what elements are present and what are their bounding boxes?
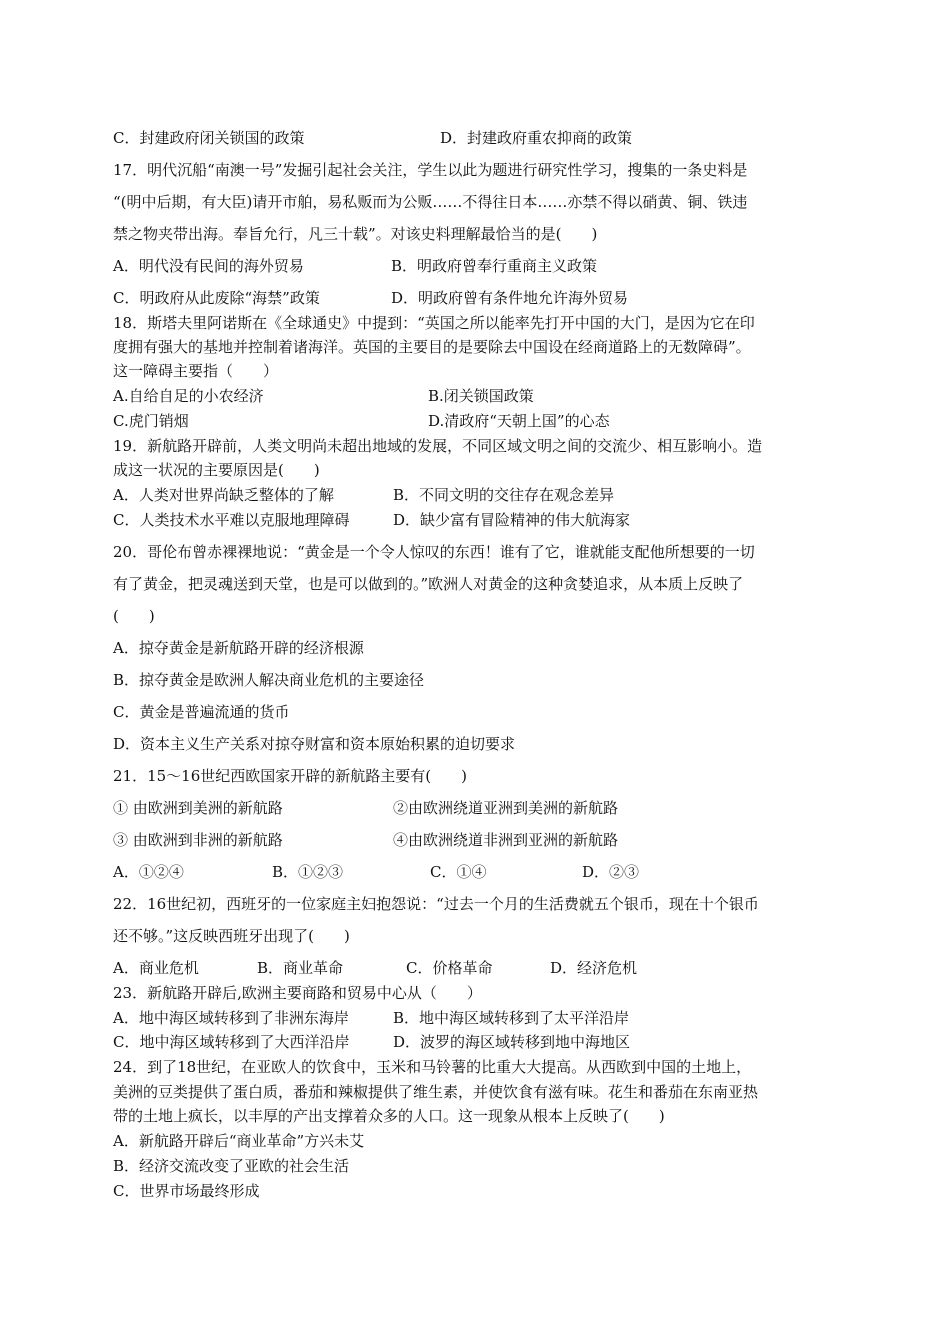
q19-option-b: B．不同文明的交往存在观念差异 [393,486,615,504]
q18-option-c: C.虎门销烟 [113,412,189,430]
q21-option-d: D．②③ [582,863,640,881]
q20-option-c: C．黄金是普遍流通的货币 [113,703,290,721]
q20-option-a: A．掠夺黄金是新航路开辟的经济根源 [113,639,364,657]
q21-item-1: ① 由欧洲到美洲的新航路 [113,799,283,817]
q22-option-b: B．商业革命 [257,959,344,977]
q18-stem-line-3: 这一障碍主要指（ ） [113,362,279,380]
q22-option-d: D．经济危机 [550,959,638,977]
q19-stem-line-1: 19．新航路开辟前，人类文明尚未超出地域的发展，不同区域文明之间的交流少、相互影响小。造 [113,437,763,455]
q23-option-d: D．波罗的海区域转移到地中海地区 [393,1033,631,1051]
q20-stem-line-2: 有了黄金，把灵魂送到天堂，也是可以做到的。”欧洲人对黄金的这种贪婪追求，从本质上反映了 [113,575,744,593]
q16-option-d: D．封建政府重农抑商的政策 [440,129,633,147]
q17-option-c: C．明政府从此废除“海禁”政策 [113,289,320,307]
q20-option-d: D．资本主义生产关系对掠夺财富和资本原始积累的迫切要求 [113,735,516,753]
q18-option-b: B.闭关锁国政策 [428,387,534,405]
q21-stem: 21．15～16世纪西欧国家开辟的新航路主要有( ) [113,767,467,785]
q17-stem-line-3: 禁之物夹带出海。奉旨允行，凡三十载”。对该史料理解最恰当的是( ) [113,225,598,243]
q24-stem-line-3: 带的土地上疯长，以丰厚的产出支撑着众多的人口。这一现象从根本上反映了( ) [113,1107,665,1125]
q23-stem: 23．新航路开辟后,欧洲主要商路和贸易中心从（ ） [113,984,482,1002]
q21-item-3: ③ 由欧洲到非洲的新航路 [113,831,283,849]
q17-stem-line-2: “(明中后期，有大臣)请开市舶，易私贩而为公贩……不得往日本……亦禁不得以硝黄、铜、铁违 [113,193,748,211]
q17-stem-line-1: 17．明代沉船“南澳一号”发掘引起社会关注，学生以此为题进行研究性学习，搜集的一条史料是 [113,161,748,179]
q17-option-a: A．明代没有民间的海外贸易 [113,257,304,275]
q21-option-b: B．①②③ [272,863,344,881]
q18-option-d: D.清政府“天朝上国”的心态 [428,412,610,430]
q19-option-c: C．人类技术水平难以克服地理障碍 [113,511,350,529]
q21-item-2: ②由欧洲绕道亚洲到美洲的新航路 [393,799,619,817]
q24-stem-line-2: 美洲的豆类提供了蛋白质，番茄和辣椒提供了维生素，并使饮食有滋有味。花生和番茄在东南亚热 [113,1083,759,1101]
q21-option-a: A．①②④ [113,863,184,881]
q20-stem-line-3: ( ) [113,607,155,625]
q20-stem-line-1: 20．哥伦布曾赤裸裸地说：“黄金是一个令人惊叹的东西！谁有了它，谁就能支配他所想要的一切 [113,543,755,561]
q19-stem-line-2: 成这一状况的主要原因是( ) [113,461,320,479]
q24-stem-line-1: 24．到了18世纪，在亚欧人的饮食中，玉米和马铃薯的比重大大提高。从西欧到中国的土地上， [113,1058,752,1076]
q17-option-b: B．明政府曾奉行重商主义政策 [391,257,598,275]
q18-stem-line-2: 度拥有强大的基地并控制着诸海洋。英国的主要目的是要除去中国设在经商道路上的无数障碍”。 [113,338,751,356]
q24-option-a: A．新航路开辟后“商业革命”方兴未艾 [113,1132,365,1150]
q17-option-d: D．明政府曾有条件地允许海外贸易 [391,289,629,307]
q23-option-a: A．地中海区域转移到了非洲东海岸 [113,1009,349,1027]
q20-option-b: B．掠夺黄金是欧洲人解决商业危机的主要途径 [113,671,425,689]
q23-option-c: C．地中海区域转移到了大西洋沿岸 [113,1033,350,1051]
q24-option-b: B．经济交流改变了亚欧的社会生活 [113,1157,350,1175]
q21-option-c: C．①④ [430,863,487,881]
q16-option-c: C．封建政府闭关锁国的政策 [113,129,305,147]
q22-option-c: C．价格革命 [406,959,493,977]
q24-option-c: C．世界市场最终形成 [113,1182,260,1200]
q21-item-4: ④由欧洲绕道非洲到亚洲的新航路 [393,831,619,849]
q19-option-a: A．人类对世界尚缺乏整体的了解 [113,486,334,504]
q18-option-a: A.自给自足的小农经济 [113,387,264,405]
q22-stem-line-2: 还不够。”这反映西班牙出现了( ) [113,927,350,945]
q19-option-d: D．缺少富有冒险精神的伟大航海家 [393,511,631,529]
q22-option-a: A．商业危机 [113,959,199,977]
q23-option-b: B．地中海区域转移到了太平洋沿岸 [393,1009,630,1027]
q18-stem-line-1: 18．斯塔夫里阿诺斯在《全球通史》中提到：“英国之所以能率先打开中国的大门，是因为它在印 [113,314,755,332]
q22-stem-line-1: 22．16世纪初，西班牙的一位家庭主妇抱怨说：“过去一个月的生活费就五个银币，现在十个银币 [113,895,759,913]
